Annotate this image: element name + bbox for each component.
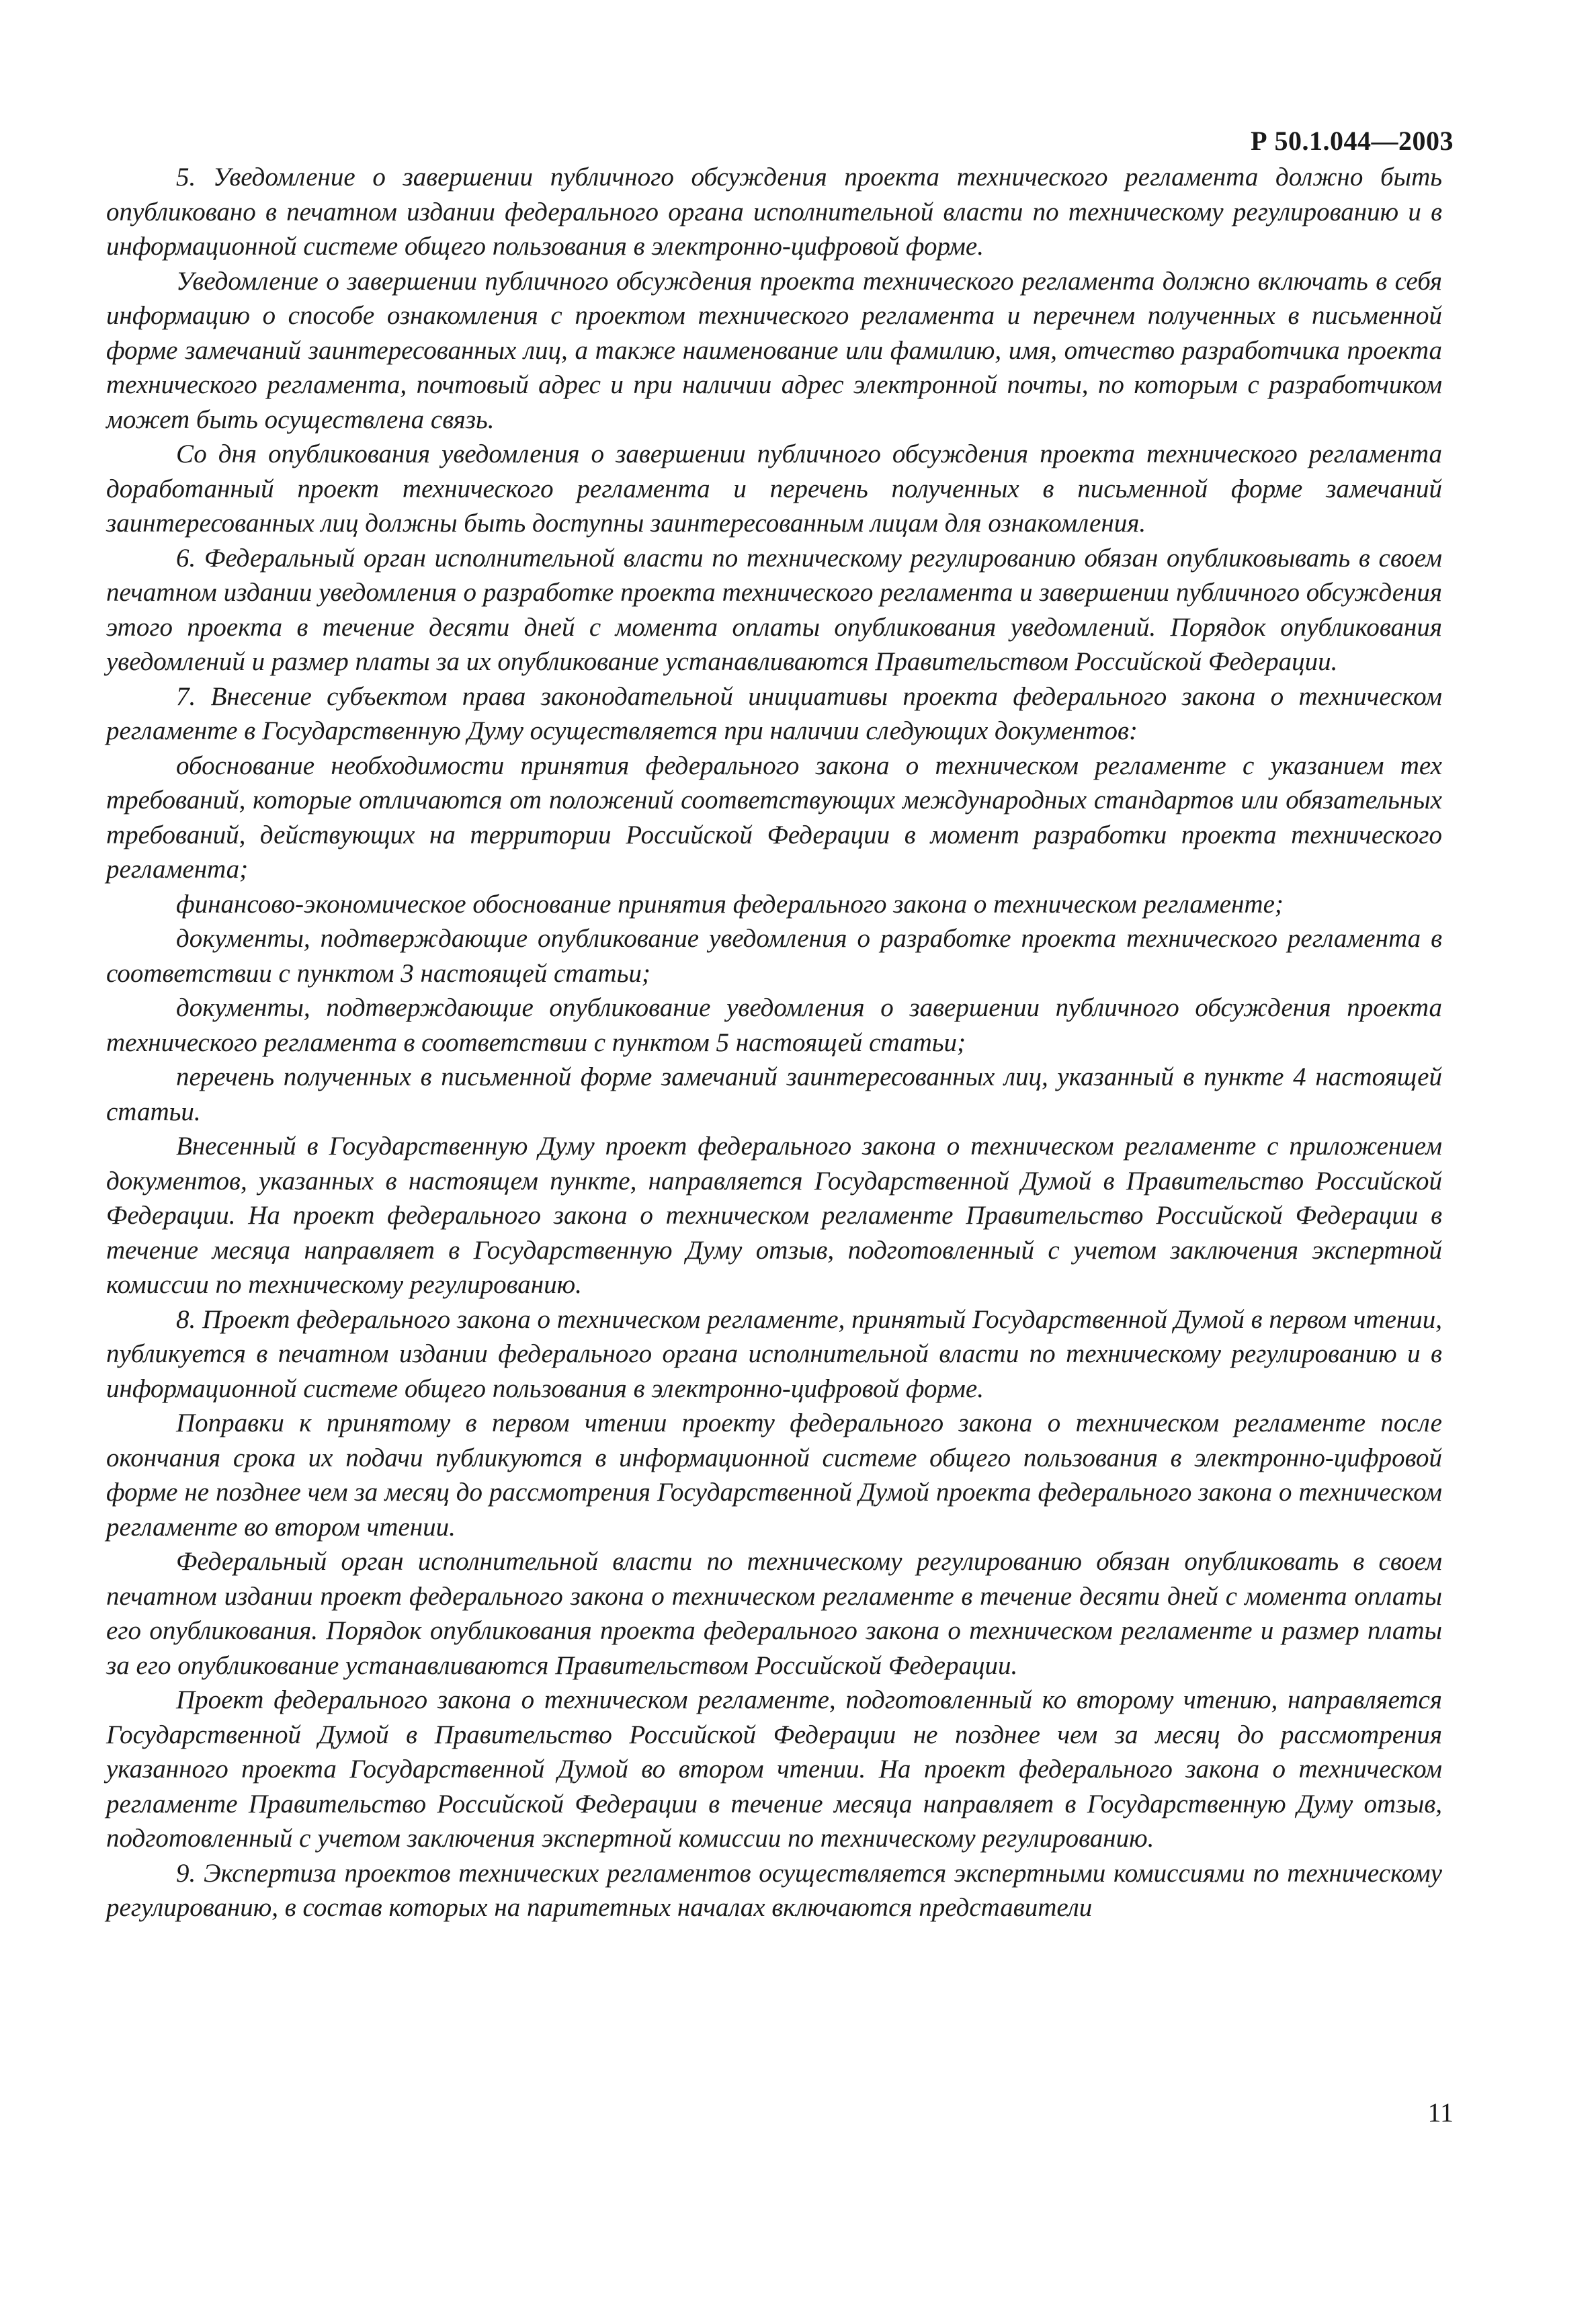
paragraph: перечень полученных в письменной форме замечаний заинтересованных лиц, указанный в пункте 4 настоящей статьи.: [106, 1062, 1442, 1126]
paragraph: 8. Проект федерального закона о техническом регламенте, принятый Государственной Думой в первом чтении, публикуется в печатном издании федерального органа исполнительной власти по техническому регулированию и в информационной системе общего пользования в электронно-цифровой форме.: [106, 1304, 1442, 1403]
paragraph: Внесенный в Государственную Думу проект федерального закона о техническом регламенте с приложением документов, указанных в настоящем пункте, направляется Государственной Думой в Правительство Российской Федерации. На проект федерального закона о техническом регламенте Правительство Российской Федерации в течение месяца направляет в Государственную Думу отзыв, подготовленный с учетом заключения экспертной комиссии по техническому регулированию.: [106, 1132, 1442, 1299]
paragraph: 5. Уведомление о завершении публичного обсуждения проекта технического регламента должно быть опубликовано в печатном издании федерального органа исполнительной власти по техническому регулированию и в информационной системе общего пользования в электронно-цифровой форме.: [106, 163, 1442, 261]
paragraph: финансово-экономическое обоснование принятия федерального закона о техническом регламенте;: [176, 889, 1284, 919]
paragraph: Уведомление о завершении публичного обсуждения проекта технического регламента должно включать в себя информацию о способе ознакомления с проектом технического регламента и перечнем полученных в письменной форме замечаний заинтересованных лиц, а также наименование или фамилию, имя, отчество разработчика проекта технического регламента, почтовый адрес и при наличии адрес электронной почты, по которым с разработчиком может быть осуществлена связь.: [106, 266, 1442, 434]
page-number: 11: [1427, 2097, 1454, 2128]
paragraph: документы, подтверждающие опубликование уведомления о завершении публичного обсуждения проекта технического регламента в соответствии с пунктом 5 настоящей статьи;: [106, 993, 1442, 1057]
paragraph: 6. Федеральный орган исполнительной власти по техническому регулированию обязан опубликовывать в своем печатном издании уведомления о разработке проекта технического регламента и завершении публичного обсуждения этого проекта в течение десяти дней с момента оплаты опубликования уведомлений. Порядок опубликования уведомлений и размер платы за их опубликование устанавливаются Правительством Российской Федерации.: [106, 543, 1442, 676]
paragraph: обоснование необходимости принятия федерального закона о техническом регламенте с указанием тех требований, которые отличаются от положений соответствующих международных стандартов или обязательных требований, действующих на территории Российской Федерации в момент разработки проекта технического регламента;: [106, 751, 1442, 884]
paragraph: Поправки к принятому в первом чтении проекту федерального закона о техническом регламенте после окончания срока их подачи публикуются в информационной системе общего пользования в электронно-цифровой форме не позднее чем за месяц до рассмотрения Государственной Думой проекта федерального закона о техническом регламенте во втором чтении.: [106, 1409, 1442, 1542]
document-body: [106, 160, 1442, 1925]
paragraph: 9. Экспертиза проектов технических регламентов осуществляется экспертными комиссиями по техническому регулированию, в состав которых на паритетных началах включаются представители: [106, 1858, 1442, 1922]
paragraph: 7. Внесение субъектом права законодательной инициативы проекта федерального закона о техническом регламенте в Государственную Думу осуществляется при наличии следующих документов:: [106, 681, 1442, 745]
paragraph: Проект федерального закона о техническом регламенте, подготовленный ко второму чтению, направляется Государственной Думой в Правительство Российской Федерации не позднее чем за месяц до рассмотрения указанного проекта Государственной Думой во втором чтении. На проект федерального закона о техническом регламенте Правительство Российской Федерации в течение месяца направляет в Государственную Думу отзыв, подготовленный с учетом заключения экспертной комиссии по техническому регулированию.: [106, 1685, 1442, 1853]
paragraph: Федеральный орган исполнительной власти по техническому регулированию обязан опубликовать в своем печатном издании проект федерального закона о техническом регламенте в течение десяти дней с момента оплаты его опубликования. Порядок опубликования проекта федерального закона о техническом регламенте и размер платы за его опубликование устанавливаются Правительством Российской Федерации.: [106, 1547, 1442, 1680]
paragraph: Со дня опубликования уведомления о завершении публичного обсуждения проекта технического регламента доработанный проект технического регламента и перечень полученных в письменной форме замечаний заинтересованных лиц должны быть доступны заинтересованным лицам для ознакомления.: [106, 439, 1442, 538]
paragraph: документы, подтверждающие опубликование уведомления о разработке проекта технического регламента в соответствии с пунктом 3 настоящей статьи;: [106, 924, 1442, 988]
document-code: Р 50.1.044—2003: [1251, 126, 1454, 156]
